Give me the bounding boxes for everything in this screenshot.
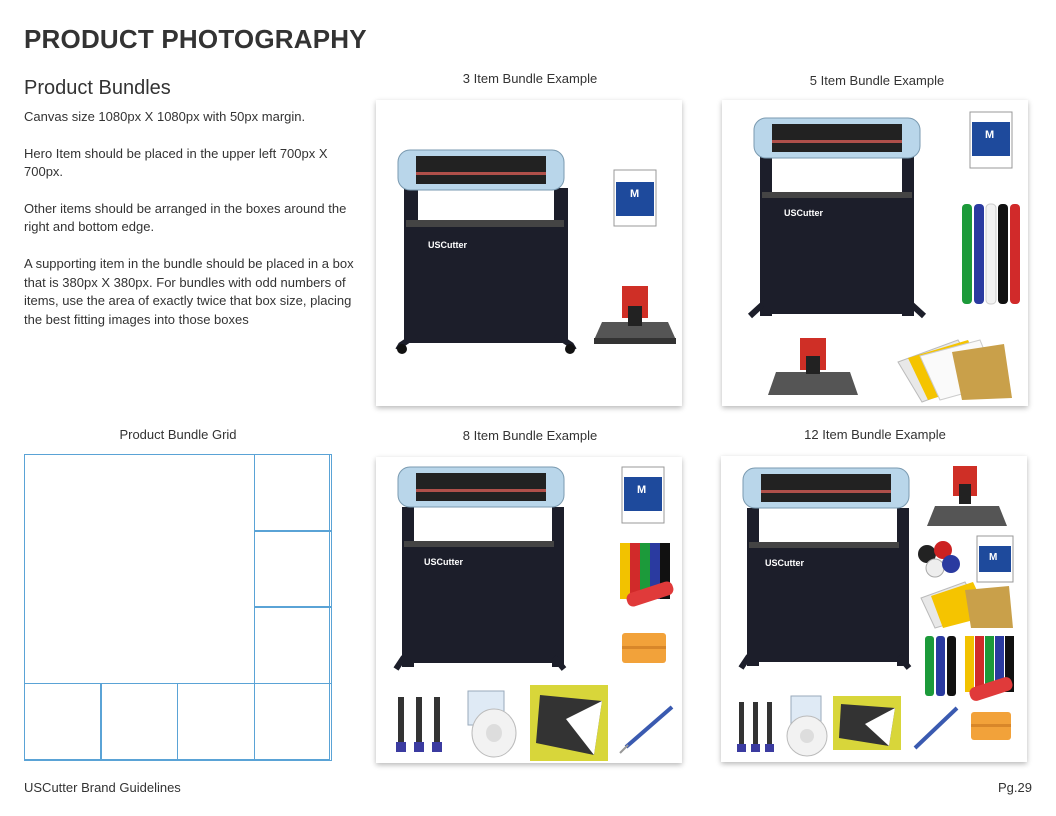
bundle-12-example <box>721 456 1027 762</box>
bundle-12-caption: 12 Item Bundle Example <box>804 427 946 442</box>
bundle-3-caption: 3 Item Bundle Example <box>462 71 598 86</box>
manual-booklet-image <box>977 536 1013 582</box>
grid-cell <box>177 683 255 761</box>
bundle-8-caption: 8 Item Bundle Example <box>462 428 598 443</box>
vinyl-rolls-image <box>962 204 1020 304</box>
grid-cell <box>254 683 332 761</box>
bundle-5-example <box>722 100 1028 406</box>
grid-cell <box>254 454 332 532</box>
vinyl-rolls-image <box>620 543 675 608</box>
htv-rolls-image <box>918 541 960 577</box>
body-text <box>24 108 364 347</box>
bundle-5-caption: 5 Item Bundle Example <box>809 73 945 88</box>
svg-text:M: M <box>989 552 998 563</box>
svg-text:M: M <box>630 188 640 200</box>
blades-image <box>737 702 774 752</box>
paragraph-canvas-size: Canvas size 1080px X 1080px with 50px margin. <box>24 109 306 124</box>
heat-press-image <box>927 466 1007 526</box>
heat-press-image <box>594 286 676 344</box>
magnetic-sheet-image <box>833 696 901 750</box>
section-title: Product Bundles <box>24 77 171 99</box>
vinyl-cutter-image <box>750 118 924 316</box>
transfer-tape-image <box>468 691 516 757</box>
uscutter-brand-label: USCutter <box>424 557 464 567</box>
manual-booklet-image <box>622 467 664 523</box>
page-number: Pg.29 <box>998 780 1032 795</box>
squeegee-image <box>622 633 666 663</box>
heat-press-image <box>768 338 858 395</box>
vinyl-cutter-image <box>741 468 909 668</box>
vinyl-sheets-image <box>921 582 1013 628</box>
manual-booklet-image <box>970 112 1012 168</box>
footer-brand-guidelines: USCutter Brand Guidelines <box>24 780 181 795</box>
grid-cell <box>24 683 102 761</box>
grid-cell <box>254 606 332 684</box>
vinyl-cutter-image <box>396 467 564 669</box>
bundle-3-example <box>376 100 682 406</box>
vinyl-sheets-image <box>898 340 1012 402</box>
bundle-8-example <box>376 457 682 763</box>
paragraph-hero-item: Hero Item should be placed in the upper left 700px X 700px. <box>24 145 328 180</box>
squeegee-image <box>971 712 1011 740</box>
uscutter-brand-label: USCutter <box>784 208 824 218</box>
manual-booklet-image <box>614 170 656 226</box>
blades-image <box>396 697 442 752</box>
svg-text:M: M <box>985 129 995 141</box>
vinyl-cutter-image <box>397 150 575 354</box>
paragraph-other-items: Other items should be arranged in the boxes around the right and bottom edge. <box>24 200 347 235</box>
vinyl-rolls-image <box>925 636 1014 702</box>
weeding-tool-image <box>915 708 957 748</box>
svg-text:M: M <box>637 484 647 496</box>
uscutter-brand-label: USCutter <box>428 240 468 250</box>
weeding-tool-image <box>620 707 672 753</box>
uscutter-brand-label: USCutter <box>765 558 805 568</box>
product-bundle-grid <box>24 454 330 760</box>
grid-caption: Product Bundle Grid <box>119 427 237 442</box>
paragraph-supporting-item: A supporting item in the bundle should be placed in a box that is 380px X 380px. For bundles with odd numbers of items, use the area of exactly twice that box size, placing the best fitting images into those boxes <box>24 255 354 327</box>
transfer-tape-image <box>787 696 827 756</box>
grid-cell <box>100 683 178 761</box>
page-title: PRODUCT PHOTOGRAPHY <box>24 24 367 54</box>
magnetic-sheet-image <box>530 685 608 761</box>
grid-cell <box>254 530 332 608</box>
